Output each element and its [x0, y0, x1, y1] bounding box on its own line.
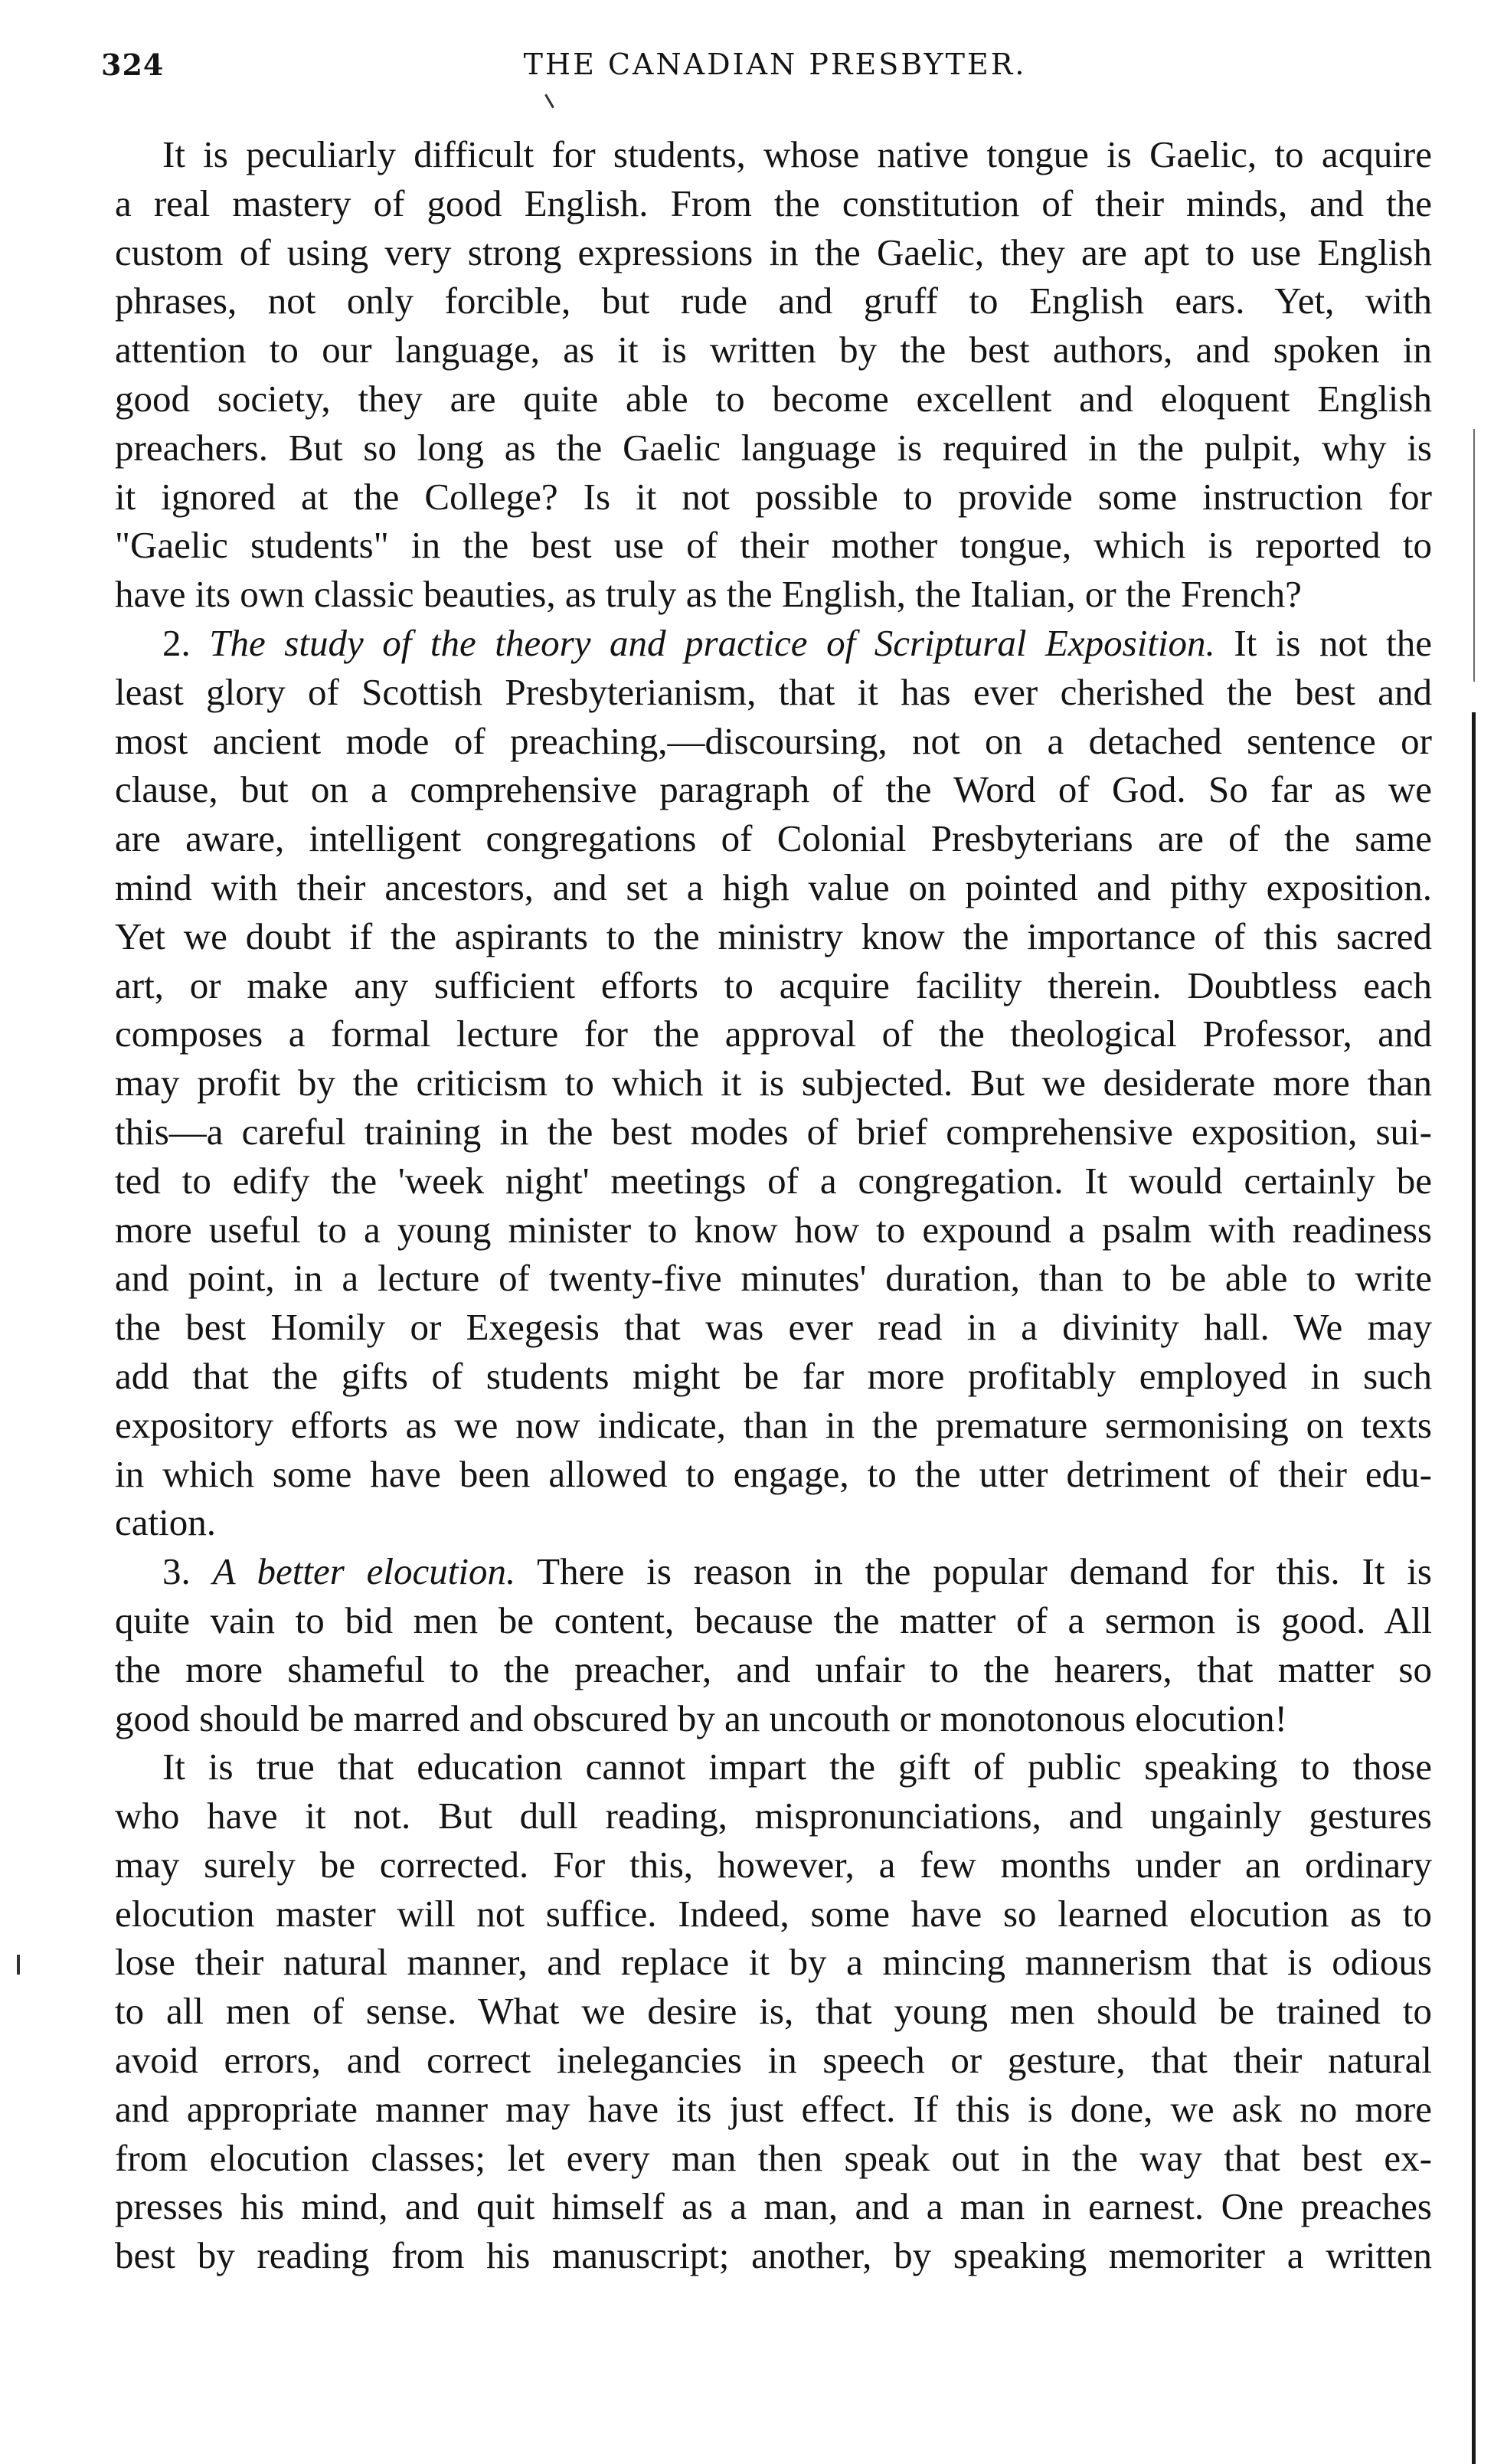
- line-text: cation.: [115, 1501, 216, 1544]
- text-line: [115, 1645, 1432, 1694]
- text-line: [115, 668, 1432, 717]
- text-line: [115, 1938, 1432, 1987]
- section-heading: The study of the theory and practice of Scriptural Exposition.: [209, 621, 1215, 664]
- text-line: [115, 863, 1432, 912]
- line-text: it ignored at the College? Is it not possible to provide some instruction for: [115, 475, 1432, 518]
- line-text: art, or make any sufficient efforts to acquire facility therein. Doubtless each: [115, 964, 1432, 1006]
- text-line: [115, 179, 1432, 228]
- text-line: [115, 326, 1432, 375]
- line-text: from elocution classes; let every man then speak out in the way that best ex-: [115, 2136, 1432, 2179]
- text-line: [115, 277, 1432, 326]
- text-line: [115, 765, 1432, 814]
- text-line: [115, 1841, 1432, 1890]
- line-text: in which some have been allowed to engage, to the utter detriment of their edu-: [115, 1452, 1432, 1495]
- text-line: [115, 1792, 1432, 1841]
- page-number: 324: [101, 47, 165, 82]
- line-text: more useful to a young minister to know how to expound a psalm with readiness: [115, 1208, 1432, 1251]
- line-text: a real mastery of good English. From the constitution of their minds, and the: [115, 182, 1432, 224]
- line-text: It is true that education cannot impart the gift of public speaking to those: [162, 1746, 1432, 1788]
- text-line: [115, 1303, 1432, 1352]
- line-text: are aware, intelligent congregations of Colonial Presbyterians are of the same: [115, 817, 1432, 860]
- text-line: [115, 1694, 1432, 1743]
- line-text: least glory of Scottish Presbyterianism, that it has ever cherished the best and: [115, 670, 1432, 713]
- line-text: composes a formal lecture for the approval of the theological Professor, and: [115, 1013, 1432, 1055]
- line-text: good should be marred and obscured by an uncouth or monotonous elocution!: [115, 1697, 1287, 1739]
- line-text: lose their natural manner, and replace it by a mincing mannerism that is odious: [115, 1941, 1432, 1984]
- line-text: most ancient mode of preaching,—discoursing, not on a detached sentence or: [115, 719, 1432, 762]
- line-text: the more shameful to the preacher, and unfair to the hearers, that matter so: [115, 1648, 1432, 1690]
- line-text: the best Homily or Exegesis that was ever read in a divinity hall. We may: [115, 1306, 1432, 1349]
- margin-mark: [17, 1955, 20, 1975]
- line-text: best by reading from his manuscript; another, by speaking memoriter a written: [115, 2234, 1432, 2277]
- text-line: [115, 521, 1432, 570]
- text-line: [115, 1547, 1432, 1596]
- line-text: expository efforts as we now indicate, than in the premature sermonising on texts: [115, 1403, 1432, 1446]
- line-text: may surely be corrected. For this, however, a few months under an ordinary: [115, 1843, 1432, 1886]
- text-line: [115, 1596, 1432, 1645]
- line-text: good society, they are quite able to become excellent and eloquent English: [115, 377, 1432, 420]
- text-line: [115, 2134, 1432, 2183]
- text-line: [115, 2182, 1432, 2231]
- line-text: Yet we doubt if the aspirants to the ministry know the importance of this sacred: [115, 915, 1432, 957]
- body-text: [115, 130, 1432, 2280]
- line-text: to all men of sense. What we desire is, that young men should be trained to: [115, 1990, 1432, 2033]
- text-line: [115, 1987, 1432, 2036]
- text-line: [115, 1450, 1432, 1499]
- text-line: [115, 1742, 1432, 1792]
- text-line: [115, 717, 1432, 766]
- text-line: [115, 2085, 1432, 2134]
- text-line: [115, 2231, 1432, 2280]
- text-line: [115, 961, 1432, 1010]
- text-line: [115, 1352, 1432, 1401]
- text-line: [115, 1401, 1432, 1450]
- text-line: [115, 2036, 1432, 2085]
- text-line: [115, 619, 1432, 668]
- line-text: attention to our language, as it is written by the best authors, and spoken in: [115, 329, 1432, 371]
- text-line: [115, 228, 1432, 277]
- line-text: preachers. But so long as the Gaelic language is required in the pulpit, why is: [115, 426, 1432, 469]
- line-text: who have it not. But dull reading, mispronunciations, and ungainly gestures: [115, 1795, 1432, 1837]
- running-title: THE CANADIAN PRESBYTER.: [523, 47, 1027, 81]
- text-line: [115, 1108, 1432, 1157]
- text-line: [115, 1890, 1432, 1939]
- text-line: [115, 473, 1432, 522]
- page-header: [101, 47, 1418, 101]
- text-line: [115, 1157, 1432, 1206]
- line-text: add that the gifts of students might be far more profitably employed in such: [115, 1354, 1432, 1397]
- line-text: clause, but on a comprehensive paragraph of the Word of God. So far as we: [115, 768, 1432, 811]
- text-line: [115, 1254, 1432, 1303]
- line-text: ted to edify the 'week night' meetings of a congregation. It would certainly be: [115, 1159, 1432, 1202]
- line-text: There is reason in the popular demand for this. It is: [515, 1550, 1432, 1593]
- line-text: presses his mind, and quit himself as a man, and a man in earnest. One preaches: [115, 2185, 1432, 2228]
- text-line: [115, 375, 1432, 424]
- text-line: [115, 814, 1432, 863]
- text-line: [115, 570, 1432, 619]
- line-text: It is not the: [1214, 621, 1433, 664]
- section-number: 3.: [162, 1550, 213, 1593]
- text-line: [115, 1059, 1432, 1108]
- section-number: 2.: [162, 621, 210, 664]
- text-line: [115, 424, 1432, 473]
- text-line: [115, 912, 1432, 961]
- line-text: may profit by the criticism to which it is subjected. But we desiderate more than: [115, 1062, 1432, 1104]
- line-text: It is peculiarly difficult for students, whose native tongue is Gaelic, to acquire: [162, 133, 1432, 175]
- line-text: mind with their ancestors, and set a high value on pointed and pithy exposition.: [115, 866, 1432, 908]
- section-heading: A better elocution.: [212, 1550, 516, 1593]
- line-text: "Gaelic students" in the best use of their mother tongue, which is reported to: [115, 524, 1432, 567]
- text-line: [115, 1009, 1432, 1059]
- line-text: phrases, not only forcible, but rude and gruff to English ears. Yet, with: [115, 280, 1432, 322]
- text-line: [115, 130, 1432, 179]
- page-edge-rule: [1472, 712, 1476, 2464]
- line-text: this—a careful training in the best modes of brief comprehensive exposition, sui-: [115, 1110, 1432, 1153]
- line-text: custom of using very strong expressions in the Gaelic, they are apt to use English: [115, 231, 1432, 273]
- text-line: [115, 1206, 1432, 1255]
- line-text: and point, in a lecture of twenty-five minutes' duration, than to be able to write: [115, 1257, 1432, 1300]
- line-text: have its own classic beauties, as truly as the English, the Italian, or the French?: [115, 573, 1302, 616]
- line-text: and appropriate manner may have its just effect. If this is done, we ask no more: [115, 2087, 1432, 2130]
- line-text: elocution master will not suffice. Indeed, some have so learned elocution as to: [115, 1892, 1432, 1935]
- line-text: quite vain to bid men be content, because the matter of a sermon is good. All: [115, 1598, 1432, 1641]
- text-line: [115, 1498, 1432, 1547]
- line-text: avoid errors, and correct inelegancies in speech or gesture, that their natural: [115, 2039, 1432, 2082]
- page-edge-shadow: [1473, 429, 1475, 682]
